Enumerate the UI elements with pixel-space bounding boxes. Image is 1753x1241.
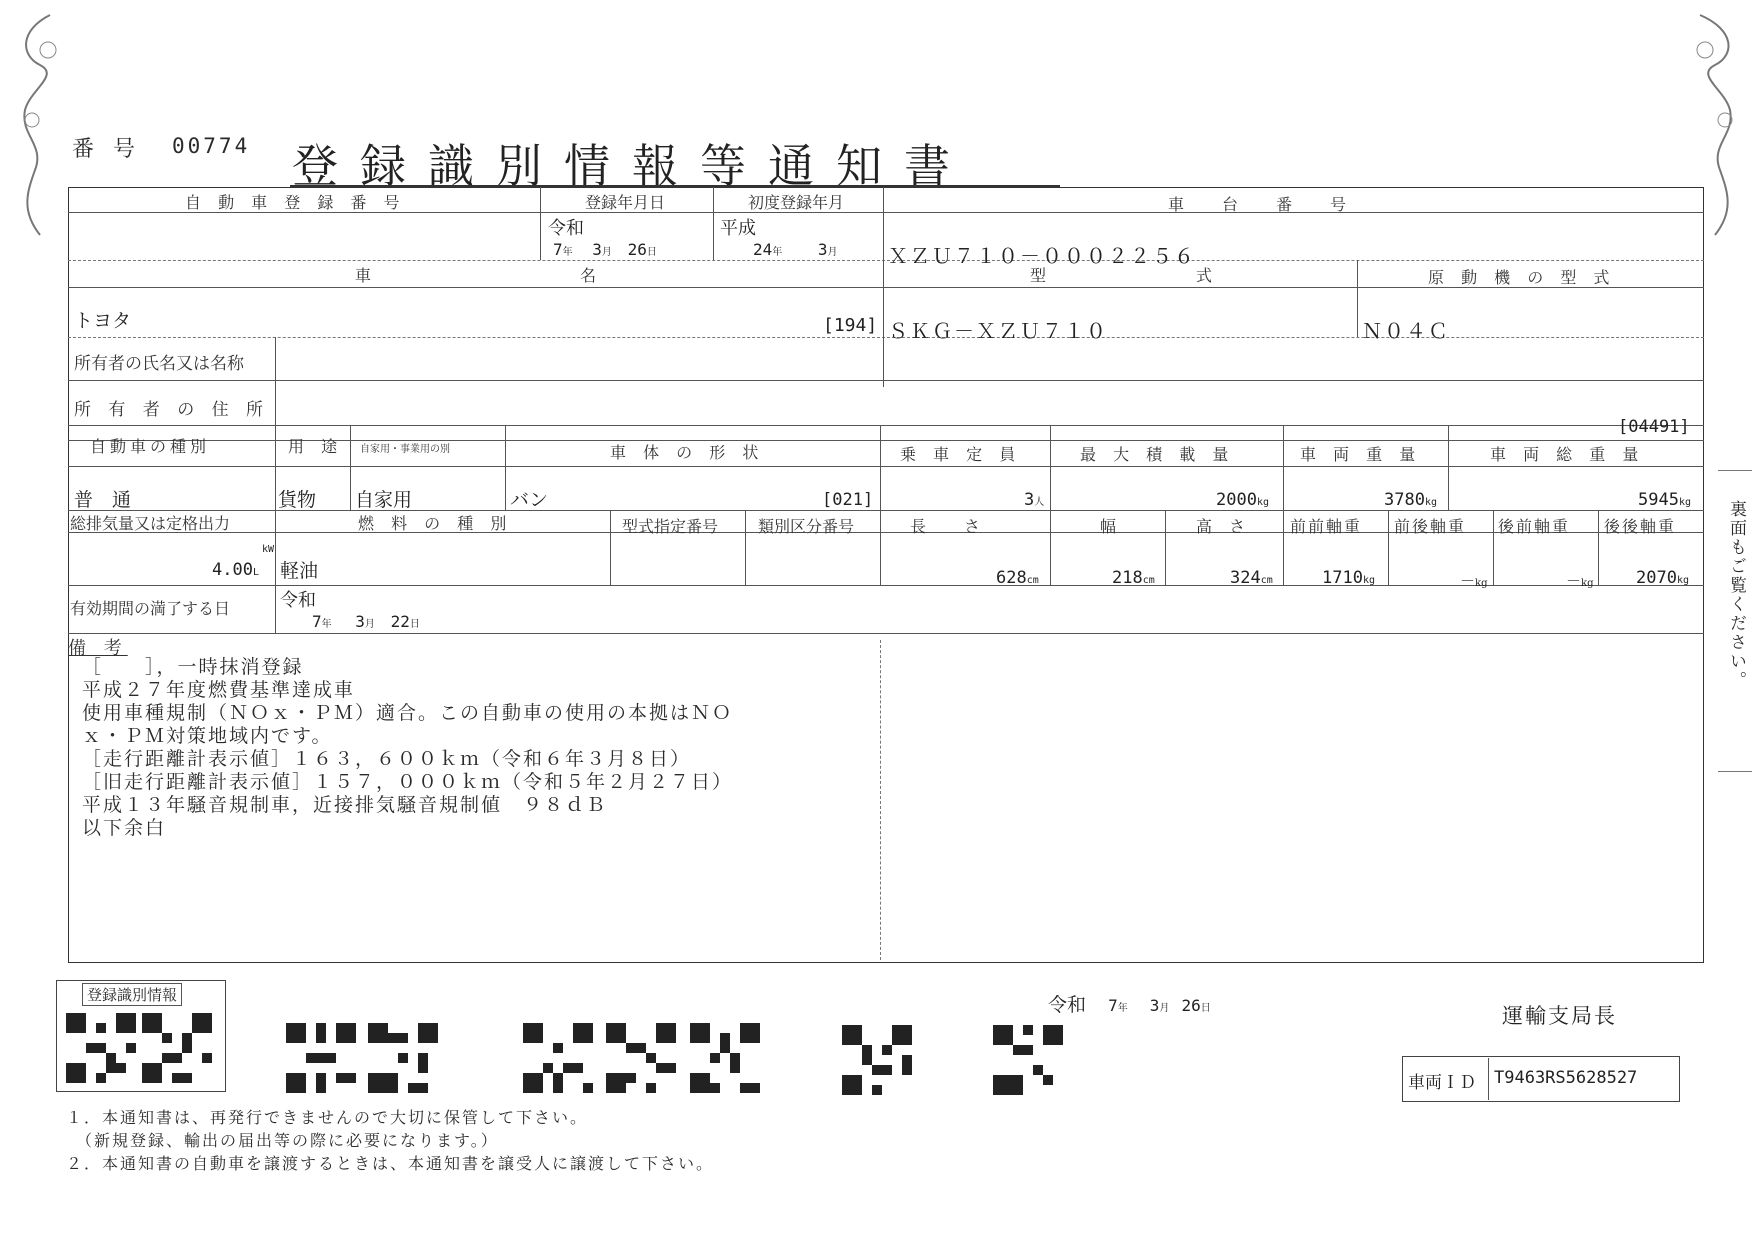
rule <box>275 337 276 425</box>
address-code: [04491] <box>1618 417 1690 437</box>
chassis-number-label: 車 台 番 号 <box>1168 195 1349 214</box>
qr-code-icon <box>66 1012 136 1084</box>
owner-address-label: 所 有 者 の 住 所 <box>74 400 270 420</box>
width-label: 幅 <box>1100 517 1123 536</box>
capacity-label: 乗 車 定 員 <box>900 445 1022 464</box>
fr-axle-label: 前後軸重 <box>1394 517 1467 536</box>
vehicle-weight: 3780kg <box>1384 490 1437 510</box>
height: 324cm <box>1230 568 1273 588</box>
rule <box>1165 510 1166 585</box>
length: 628cm <box>996 568 1039 588</box>
rule <box>883 187 884 387</box>
fuel-type: 軽油 <box>280 560 319 582</box>
footer-notes <box>66 1106 714 1175</box>
qr-code-icon <box>606 1022 676 1094</box>
qr-code-icon <box>993 1024 1063 1096</box>
rule <box>540 187 541 260</box>
issuer: 運輸支局長 <box>1502 1004 1617 1028</box>
registration-date: 7年 3月 26日 <box>553 240 657 259</box>
model: ＳＫＧ－ＸＺＵ７１０ <box>888 319 1108 343</box>
remarks-line: 以下余白 <box>82 817 167 839</box>
body-code: [021] <box>822 490 874 510</box>
qr-code-icon <box>368 1022 438 1094</box>
engine-model: Ｎ０４Ｃ <box>1362 319 1450 343</box>
remarks-line: ［走行距離計表示値］１６３，６００ｋｍ（令和６年３月８日） <box>82 748 692 770</box>
remarks-line: 平成１３年騒音規制車，近接排気騒音規制値 ９８ｄＢ <box>82 794 608 816</box>
gross-weight-label: 車 両 総 重 量 <box>1490 445 1645 464</box>
first-registration-date: 24年 3月 <box>753 240 838 259</box>
purpose-label: 用 途 <box>288 437 344 456</box>
number-label: 番 号 <box>72 137 141 162</box>
document-number: 00774 <box>172 134 251 158</box>
fr-axle: －kg <box>1460 572 1488 590</box>
rule <box>68 425 1704 426</box>
qr-code-icon <box>523 1022 593 1094</box>
side-note: 裏面もご覧ください。 <box>1726 500 1746 690</box>
rr-axle: 2070kg <box>1636 568 1689 588</box>
qr-label: 登録識別情報 <box>82 983 182 1006</box>
rule <box>350 425 351 510</box>
max-load: 2000kg <box>1216 490 1269 510</box>
rule <box>68 337 1704 338</box>
vehicle-id-label: 車両ＩＤ <box>1408 1073 1476 1093</box>
vehicle-type: 普 通 <box>74 489 132 511</box>
ff-axle: 1710kg <box>1322 568 1375 588</box>
rule <box>68 466 1704 467</box>
issue-date: 令和 7年 3月 26日 <box>1048 994 1211 1016</box>
car-name: トヨタ <box>74 310 132 332</box>
model-label-1: 型 <box>1030 266 1053 285</box>
private-business: 自家用 <box>355 489 413 511</box>
rule <box>610 510 611 585</box>
category-number-label: 類別区分番号 <box>758 517 855 536</box>
body-shape: バン <box>510 489 549 511</box>
expiry-date: 7年 3月 22日 <box>312 612 420 631</box>
rule <box>880 640 881 960</box>
rule <box>1050 425 1051 585</box>
private-business-label: 自家用・事業用の別 <box>360 444 450 455</box>
remarks-text <box>82 656 733 840</box>
page-title: 登録識別情報等通知書 <box>292 139 972 193</box>
remarks-line: 使用車種規制（ＮＯｘ・ＰＭ）適合。この自動車の使用の本拠はＮＯ <box>82 702 734 724</box>
type-designation-label: 型式指定番号 <box>622 517 719 536</box>
car-name-code: [194] <box>823 315 878 336</box>
qr-code-icon <box>142 1012 212 1084</box>
displacement-label: 総排気量又は定格出力 <box>70 514 231 533</box>
registration-date-label: 登録年月日 <box>585 193 666 212</box>
vehicle-id: T9463RS5628527 <box>1494 1068 1638 1088</box>
rule <box>1357 260 1358 337</box>
rule <box>1598 510 1599 585</box>
registration-era: 令和 <box>548 218 584 239</box>
remarks-line: ｘ・ＰＭ対策地域内です。 <box>82 725 333 747</box>
gross-weight: 5945kg <box>1638 490 1691 510</box>
expiry-era: 令和 <box>280 590 316 611</box>
rule <box>880 425 881 585</box>
rule <box>1493 510 1494 585</box>
vehicle-type-label: 自動車の種別 <box>90 437 211 456</box>
max-load-label: 最 大 積 載 量 <box>1080 445 1235 464</box>
footer-note: １．本通知書は、再発行できませんので大切に保管して下さい。 <box>66 1108 589 1127</box>
first-registration-era: 平成 <box>720 218 756 239</box>
vehicle-weight-label: 車 両 重 量 <box>1300 445 1422 464</box>
height-label: 高 さ <box>1196 517 1252 536</box>
length-label: 長 さ <box>910 517 983 536</box>
engine-model-label: 原 動 機 の 型 式 <box>1428 268 1616 287</box>
capacity: 3人 <box>1024 490 1045 510</box>
remarks-label: 備 考 <box>68 638 128 659</box>
model-label-2: 式 <box>1196 266 1219 285</box>
ff-axle-label: 前前軸重 <box>1290 517 1363 536</box>
qr-code-icon <box>842 1024 912 1096</box>
footer-note: ２．本通知書の自動車を譲渡するときは、本通知書を譲受人に譲渡して下さい。 <box>66 1154 715 1173</box>
rule <box>68 260 1704 261</box>
rr-axle-label: 後後軸重 <box>1604 517 1677 536</box>
expiry-label: 有効期間の満了する日 <box>70 599 231 618</box>
rule <box>1388 510 1389 585</box>
remarks-line: 平成２７年度燃費基準達成車 <box>82 679 356 701</box>
purpose: 貨物 <box>278 489 317 511</box>
rule <box>1488 1058 1489 1100</box>
chassis-number: ＸＺＵ７１０－０００２２５６ <box>888 244 1196 268</box>
rule <box>713 187 714 260</box>
rule <box>68 380 1704 381</box>
displacement: 4.00L kW <box>212 544 275 580</box>
footer-note: （新規登録、輸出の届出等の際に必要になります。） <box>66 1131 499 1150</box>
rule <box>1448 425 1449 510</box>
qr-code-icon <box>286 1022 356 1094</box>
registration-number-label: 自 動 車 登 録 番 号 <box>185 193 406 212</box>
width: 218cm <box>1112 568 1155 588</box>
fuel-type-label: 燃 料 の 種 別 <box>358 514 513 533</box>
qr-code-icon <box>690 1022 760 1094</box>
car-name-label-2: 名 <box>580 266 603 285</box>
owner-name-label: 所有者の氏名又は名称 <box>74 354 244 374</box>
rule <box>745 510 746 585</box>
first-registration-label: 初度登録年月 <box>748 193 845 212</box>
rf-axle-label: 後前軸重 <box>1498 517 1571 536</box>
rule <box>68 633 1704 634</box>
remarks-line: ［旧走行距離計表示値］１５７，０００ｋｍ（令和５年２月２７日） <box>82 771 734 793</box>
rule <box>1283 425 1284 585</box>
remarks-line: ［ ］，一時抹消登録 <box>82 656 304 678</box>
corner-ornament-left <box>10 10 70 240</box>
rf-axle: －kg <box>1566 572 1594 590</box>
car-name-label-1: 車 <box>355 266 378 285</box>
rule <box>505 425 506 510</box>
rule <box>275 425 276 633</box>
body-shape-label: 車 体 の 形 状 <box>610 443 765 462</box>
